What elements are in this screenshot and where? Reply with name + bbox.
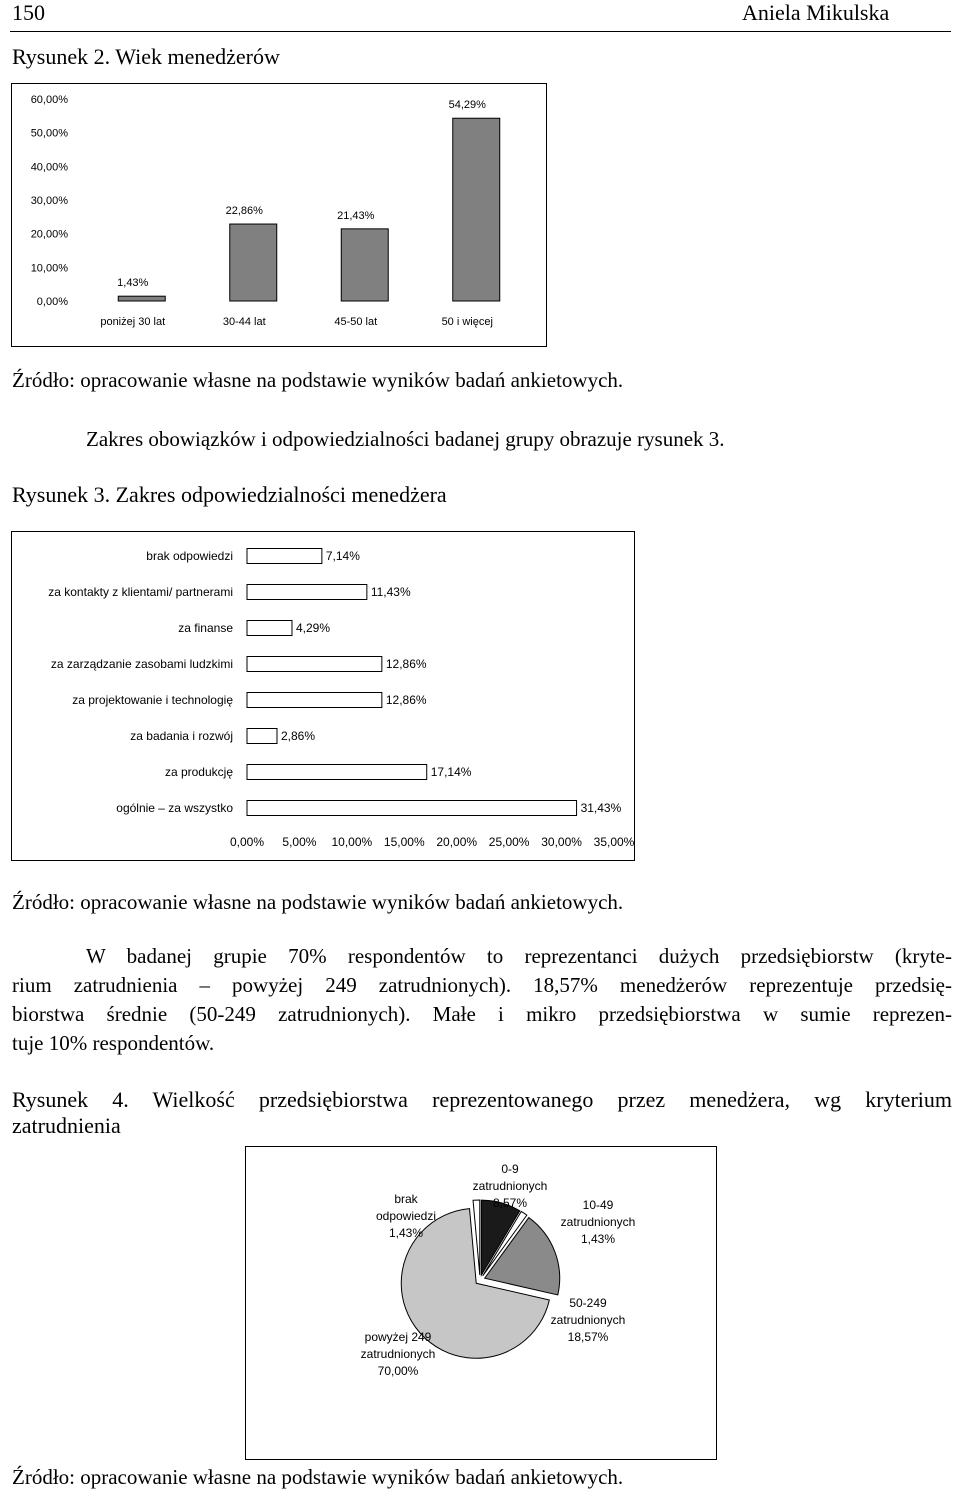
x-tick-label: 35,00% (593, 835, 634, 849)
slice-label: zatrudnionych (360, 1347, 436, 1361)
figure4-chart-frame (245, 1146, 717, 1460)
data-label: 4,29% (295, 621, 331, 635)
paragraph-line: W badanej grupie 70% respondentów to reprezentanci dużych przedsiębiorstw (kryte- (86, 944, 952, 968)
bar (230, 224, 277, 301)
y-tick-label: 10,00% (30, 262, 68, 275)
slice-label: zatrudnionych (560, 1215, 636, 1229)
figure2-chart-frame (11, 83, 547, 347)
data-label: 12,86% (385, 693, 427, 707)
x-tick-label: 0,00% (229, 835, 265, 849)
bar (247, 585, 367, 600)
y-tick-label: 20,00% (30, 228, 68, 241)
bar (247, 657, 382, 672)
data-label: 11,43% (370, 585, 411, 599)
paragraph-enterprise-size (12, 942, 952, 1058)
data-label: 12,86% (385, 657, 427, 671)
category-label: za projektowanie i technologię (72, 693, 233, 707)
slice-label: zatrudnionych (472, 1179, 548, 1193)
bar (247, 549, 322, 564)
slice-label: 0-9 (501, 1162, 519, 1176)
category-label: brak odpowiedzi (146, 549, 233, 563)
figure2-source: Źródło: opracowanie własne na podstawie wyników badań ankietowych. (12, 368, 624, 392)
bar (247, 801, 577, 816)
y-tick-label: 40,00% (30, 161, 68, 174)
slice-label: 10-49 (582, 1198, 614, 1212)
bar (247, 621, 292, 636)
paragraph-line: tuje 10% respondentów. (12, 1031, 215, 1055)
bar (247, 765, 427, 780)
figure4-caption (12, 1087, 952, 1139)
category-label: za kontakty z klientami/ partnerami (48, 585, 233, 599)
x-tick-label: 30-44 lat (222, 316, 266, 328)
bar (453, 118, 500, 301)
slice-label: brak (394, 1192, 418, 1206)
x-tick-label: 50 i więcej (441, 316, 493, 328)
figure2-caption: Rysunek 2. Wiek menedżerów (12, 44, 280, 69)
figure4-source: Źródło: opracowanie własne na podstawie wyników badań ankietowych. (12, 1465, 624, 1489)
category-label: ogólnie – za wszystko (116, 801, 233, 815)
slice-label: powyżej 249 (364, 1330, 432, 1344)
slice-label: 18,57% (567, 1330, 609, 1344)
x-tick-label: 30,00% (541, 835, 582, 849)
paragraph-line: biorstwa średnie (50-249 zatrudnionych). Małe i mikro przedsiębiorstwa w sumie reprezen- (12, 1002, 952, 1026)
data-label: 31,43% (580, 801, 622, 815)
paragraph-intro: Zakres obowiązków i odpowiedzialności badanej grupy obrazuje rysunek 3. (86, 427, 725, 451)
page-number: 150 (12, 0, 45, 25)
data-label: 17,14% (430, 765, 472, 779)
slice-label: 8,57% (492, 1196, 528, 1210)
y-tick-label: 30,00% (30, 195, 68, 207)
y-tick-label: 50,00% (30, 127, 68, 140)
x-tick-label: 5,00% (282, 835, 317, 849)
figure3-caption: Rysunek 3. Zakres odpowiedzialności menedżera (12, 482, 447, 507)
slice-label: odpowiedzi (375, 1209, 437, 1223)
x-tick-label: 20,00% (436, 835, 478, 849)
y-tick-label: 0,00% (36, 296, 68, 308)
category-label: za produkcję (164, 765, 233, 779)
figure3-bar-chart (12, 532, 634, 860)
x-tick-label: 45-50 lat (334, 316, 378, 328)
bar (118, 296, 165, 301)
header-rule (10, 31, 951, 32)
x-tick-label: 15,00% (383, 835, 425, 849)
bar (341, 229, 388, 301)
figure3-chart-frame (11, 531, 635, 861)
figure4-caption-line: Rysunek 4. Wielkość przedsiębiorstwa reprezentowanego przez menedżera, wg kryterium (12, 1087, 952, 1112)
data-label: 22,86% (225, 205, 263, 218)
figure2-bar-chart (12, 84, 546, 346)
slice-label: zatrudnionych (550, 1313, 626, 1327)
x-tick-label: 10,00% (331, 835, 373, 849)
data-label: 54,29% (448, 99, 486, 112)
data-label: 1,43% (117, 277, 149, 290)
data-label: 21,43% (337, 209, 375, 222)
x-tick-label: 25,00% (488, 835, 530, 849)
x-tick-label: poniżej 30 lat (100, 316, 166, 328)
figure4-caption-line: zatrudnienia (12, 1113, 121, 1138)
slice-label: 70,00% (377, 1364, 419, 1378)
category-label: za zarządzanie zasobami ludzkimi (50, 657, 233, 671)
bar (247, 729, 277, 744)
category-label: za finanse (178, 621, 233, 635)
category-label: za badania i rozwój (130, 729, 233, 743)
figure3-source: Źródło: opracowanie własne na podstawie wyników badań ankietowych. (12, 890, 624, 914)
data-label: 2,86% (280, 729, 316, 743)
slice-label: 1,43% (388, 1226, 424, 1240)
bar (247, 693, 382, 708)
paragraph-line: rium zatrudnienia – powyżej 249 zatrudnionych). 18,57% menedżerów reprezentuje przedsię- (12, 973, 952, 997)
running-author: Aniela Mikulska (742, 0, 890, 25)
figure4-pie-chart (246, 1147, 716, 1459)
slice-label: 50-249 (569, 1296, 607, 1310)
slice-label: 1,43% (580, 1232, 616, 1246)
data-label: 7,14% (325, 549, 360, 563)
y-tick-label: 60,00% (30, 94, 68, 106)
